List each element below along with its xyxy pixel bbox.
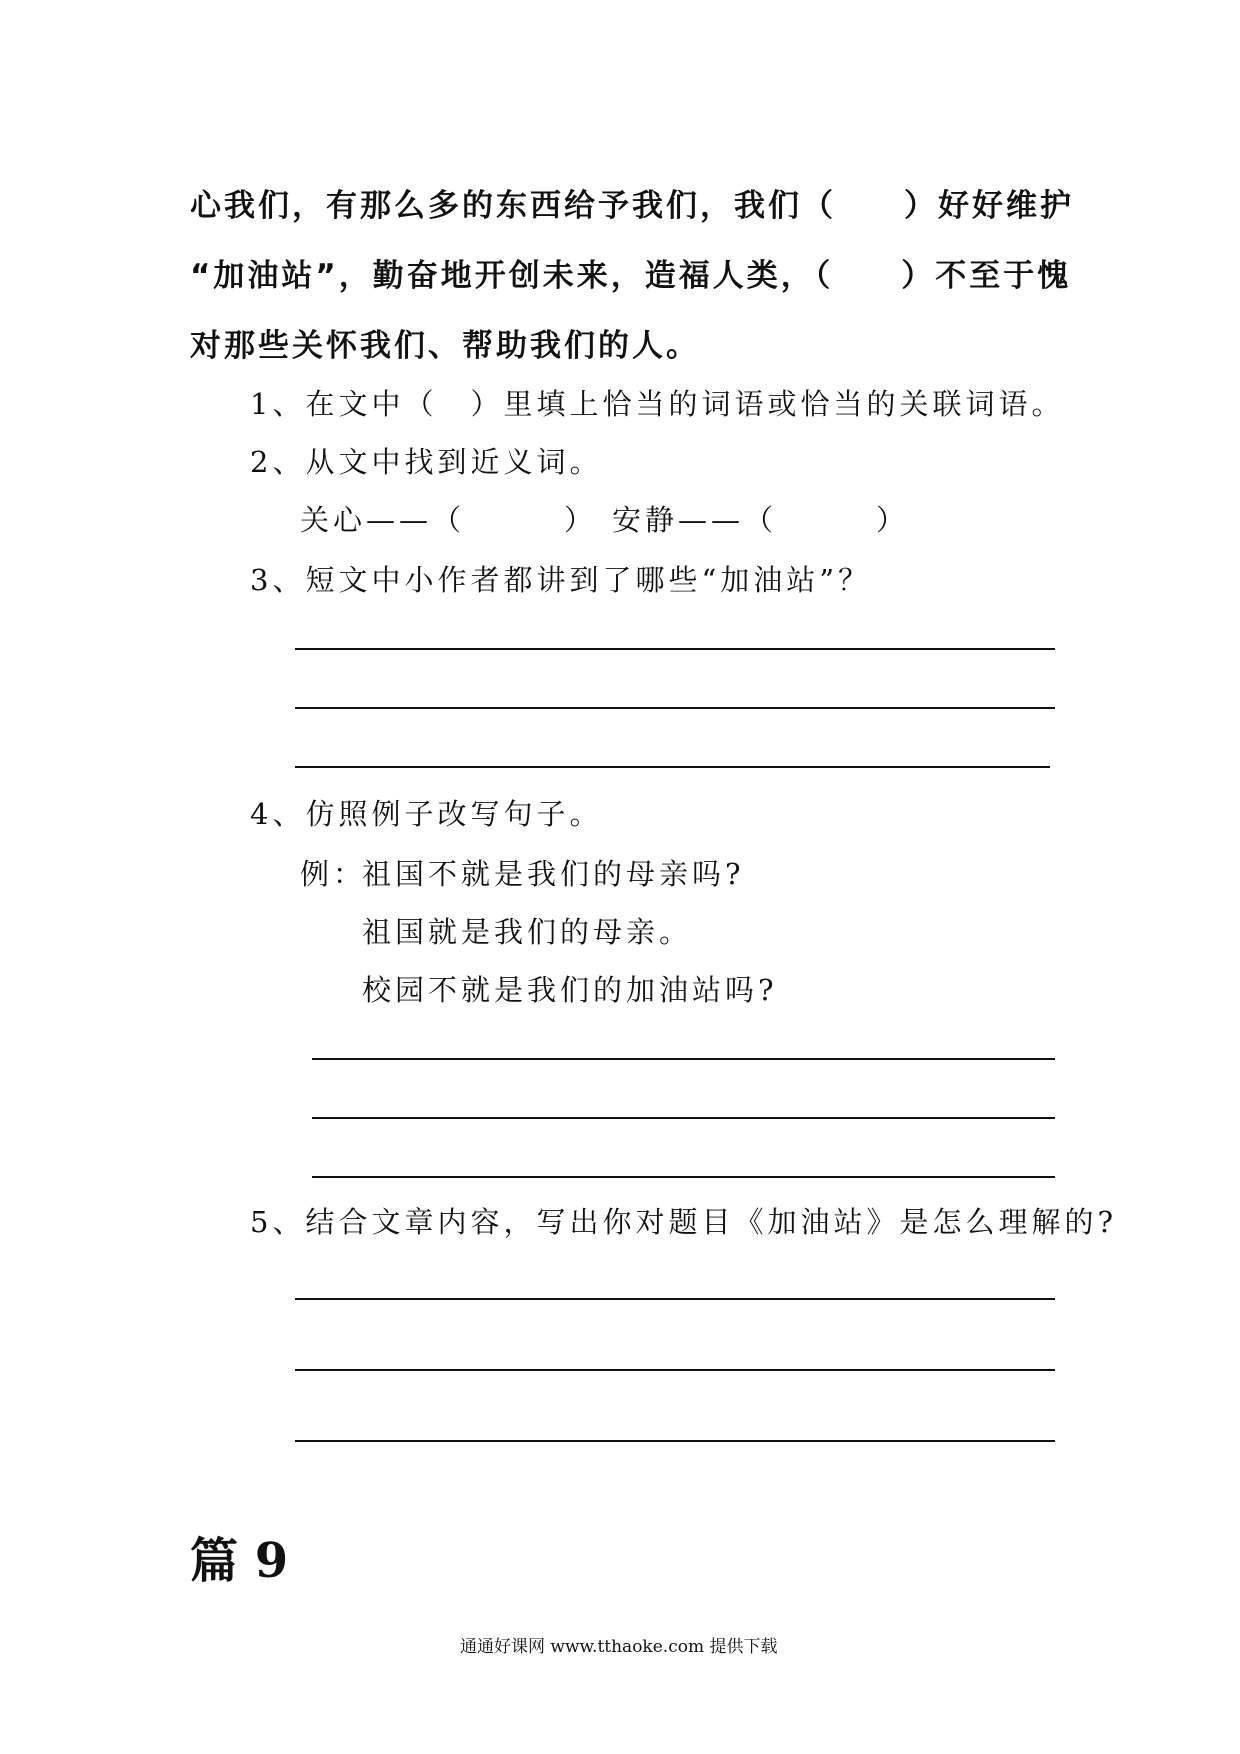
answer-line [312,1117,1055,1119]
passage-line-3: 对那些关怀我们、帮助我们的人。 [190,328,700,364]
question-3: 3、短文中小作者都讲到了哪些“加油站”？ [250,563,872,597]
passage-line-1: 心我们，有那么多的东西给予我们，我们（ ）好好维护 [190,188,1074,224]
question-1: 1、在文中（ ）里填上恰当的词语或恰当的关联词语。 [250,387,1065,421]
synonym-pair-2: 安静——（ ） [612,503,910,537]
answer-line [295,1369,1055,1371]
answer-line [295,1298,1055,1300]
answer-line [295,648,1055,650]
section-heading: 篇 9 [190,1533,289,1589]
task-sentence: 校园不就是我们的加油站吗? [362,973,778,1007]
answer-line [312,1176,1055,1178]
example-label: 例： [300,857,367,891]
example-sentence-1: 祖国不就是我们的母亲吗? [362,857,745,891]
question-5: 5、结合文章内容，写出你对题目《加油站》是怎么理解的? [250,1205,1117,1239]
answer-line [295,1440,1055,1442]
example-sentence-2: 祖国就是我们的母亲。 [362,915,693,949]
answer-line [295,707,1055,709]
question-2: 2、从文中找到近义词。 [250,445,603,479]
answer-line [295,766,1050,768]
question-4: 4、仿照例子改写句子。 [250,797,603,831]
footer-credit: 通通好课网 www.tthaoke.com 提供下载 [460,1637,778,1657]
passage-line-2: “加油站”，勤奋地开创未来，造福人类，（ ）不至于愧 [190,258,1072,294]
synonym-pair-1: 关心——（ ） [300,503,598,537]
answer-line [312,1058,1055,1060]
